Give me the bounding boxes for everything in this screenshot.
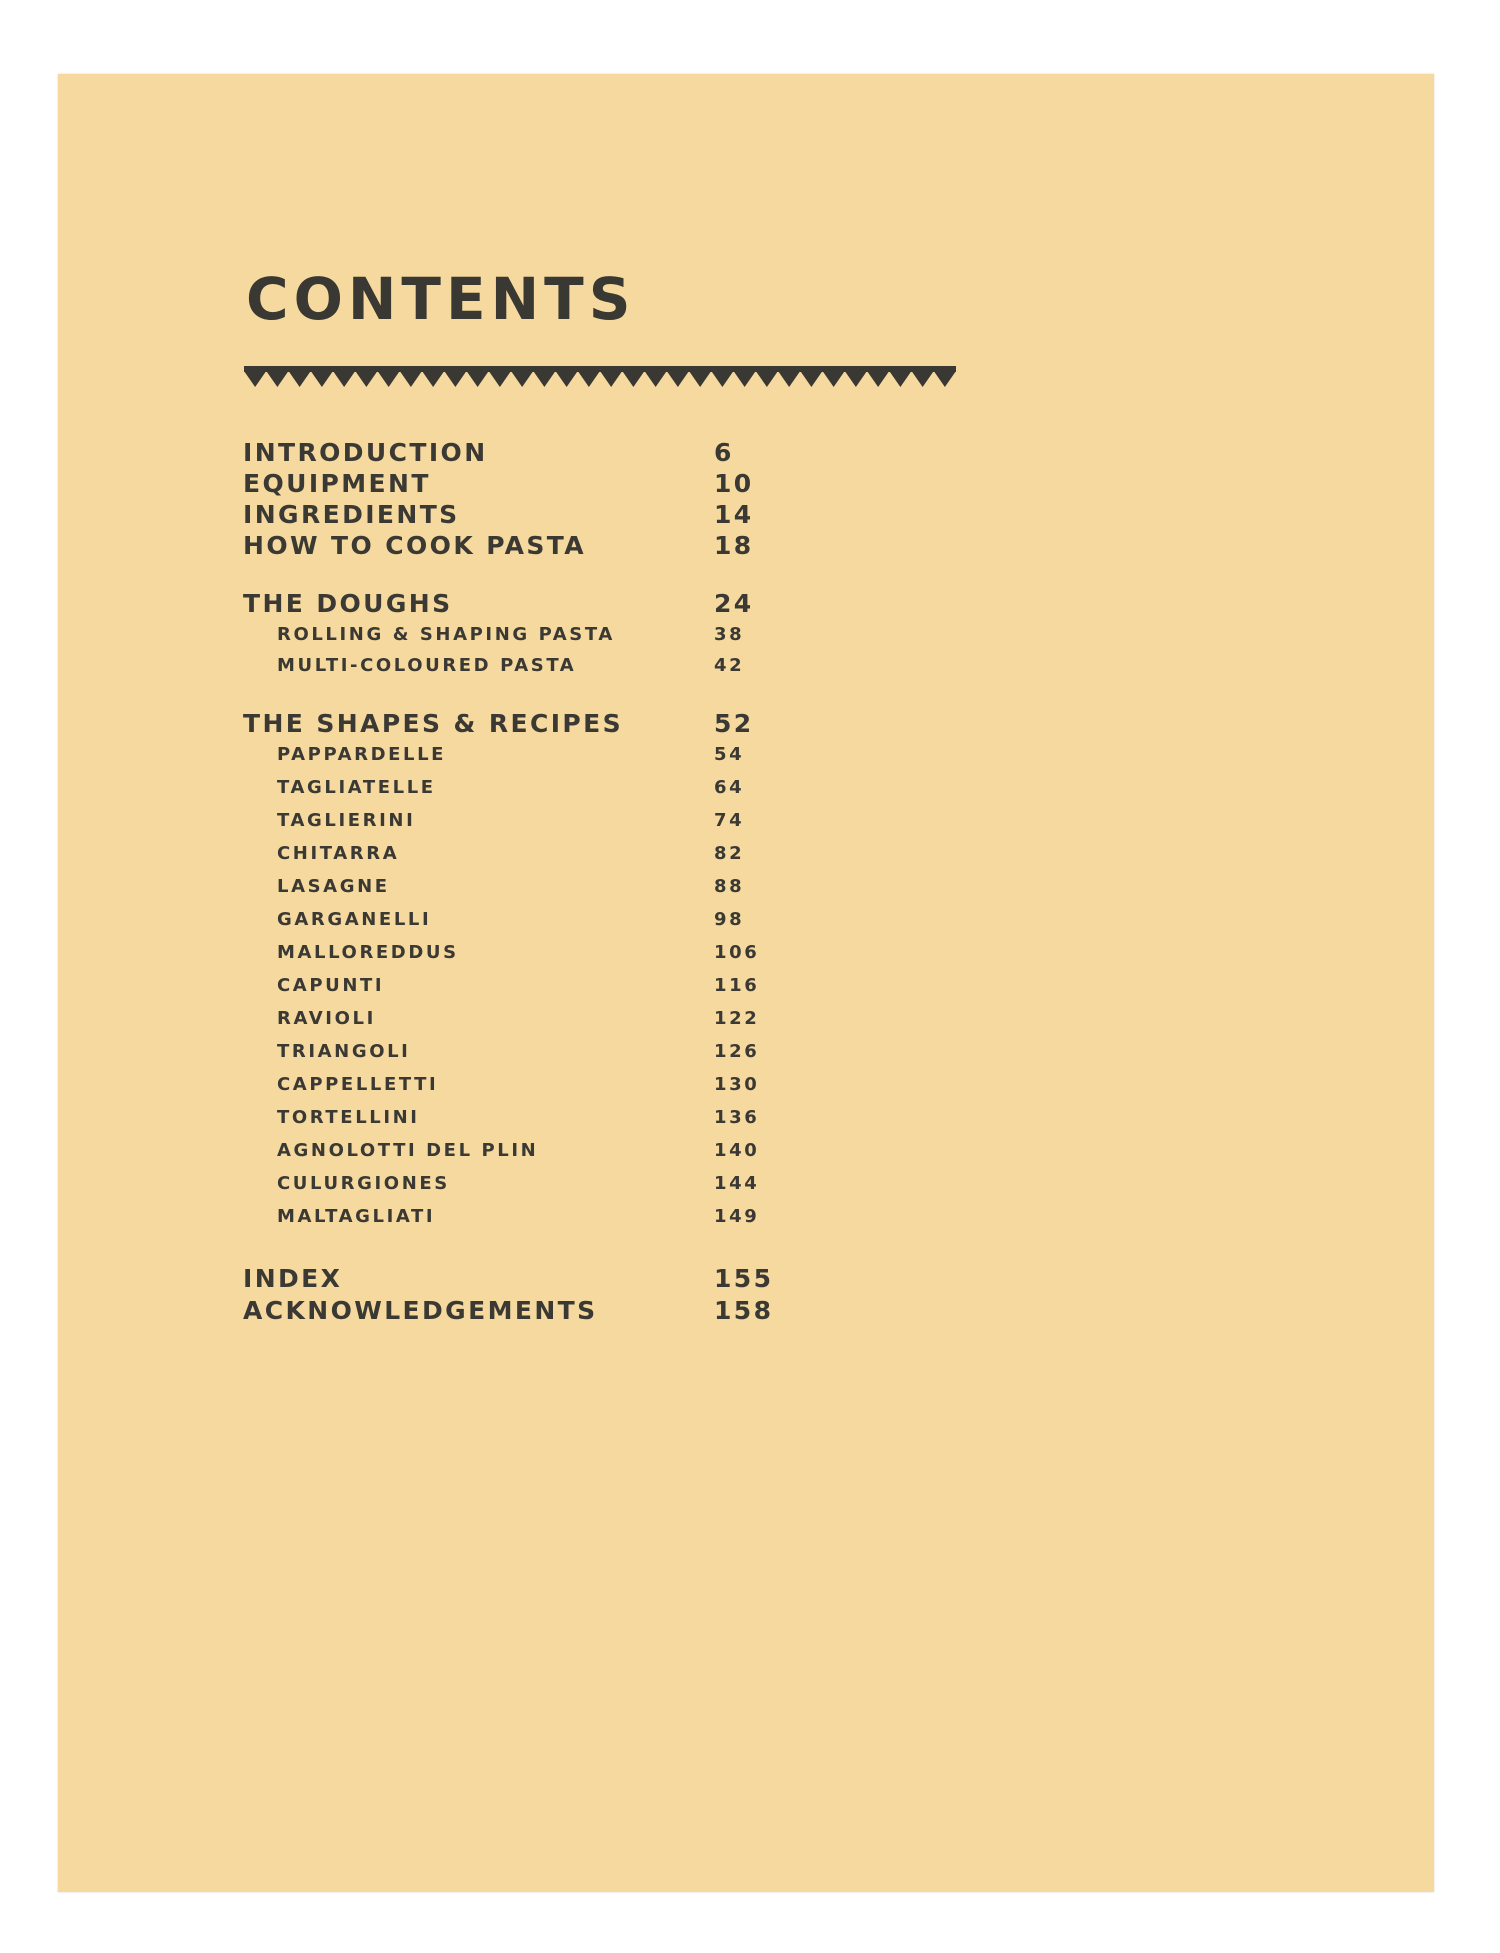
toc-subentry <box>0 744 1500 768</box>
toc-entry <box>0 500 1500 530</box>
toc-entry-page-number: 155 <box>714 1264 774 1293</box>
toc-entry-label: CHITARRA <box>277 843 400 864</box>
toc-entry-page-number: 126 <box>714 1041 760 1062</box>
toc-entry <box>0 438 1500 468</box>
toc-subentry <box>0 1008 1500 1032</box>
toc-entry-label: TAGLIATELLE <box>277 777 436 798</box>
toc-entry-page-number: 38 <box>714 624 745 645</box>
toc-entry-page-number: 10 <box>714 469 754 498</box>
toc-entry-label: GARGANELLI <box>277 909 432 930</box>
toc-entry <box>0 531 1500 561</box>
toc-entry-page-number: 158 <box>714 1296 774 1325</box>
toc-entry-label: INGREDIENTS <box>243 500 460 529</box>
toc-entry-page-number: 88 <box>714 876 745 897</box>
toc-entry-page-number: 82 <box>714 843 745 864</box>
toc-subentry <box>0 777 1500 801</box>
toc-entry-label: LASAGNE <box>277 876 390 897</box>
toc-entry-page-number: 18 <box>714 531 754 560</box>
toc-entry-page-number: 14 <box>714 500 754 529</box>
toc-subentry <box>0 975 1500 999</box>
toc-entry-page-number: 122 <box>714 1008 760 1029</box>
toc-entry-label: INDEX <box>243 1264 343 1293</box>
toc-entry-label: RAVIOLI <box>277 1008 376 1029</box>
toc-entry-label: MALLOREDDUS <box>277 942 459 963</box>
toc-entry <box>0 589 1500 619</box>
toc-entry-page-number: 42 <box>714 655 745 676</box>
toc-entry <box>0 469 1500 499</box>
toc-entry-label: ROLLING & SHAPING PASTA <box>277 624 615 645</box>
toc-subentry <box>0 1074 1500 1098</box>
toc-entry-label: TRIANGOLI <box>277 1041 411 1062</box>
toc-subentry <box>0 942 1500 966</box>
toc-entry-label: PAPPARDELLE <box>277 744 447 765</box>
toc-subentry <box>0 1140 1500 1164</box>
toc-entry-page-number: 116 <box>714 975 760 996</box>
toc-entry-label: HOW TO COOK PASTA <box>243 531 587 560</box>
toc-subentry <box>0 1173 1500 1197</box>
toc-entry <box>0 1296 1500 1326</box>
toc-entry-page-number: 64 <box>714 777 745 798</box>
toc-entry-label: THE DOUGHS <box>243 589 453 618</box>
toc-entry-page-number: 98 <box>714 909 745 930</box>
toc-entry-label: ACKNOWLEDGEMENTS <box>243 1296 598 1325</box>
toc-subentry <box>0 624 1500 648</box>
toc-entry-page-number: 106 <box>714 942 760 963</box>
toc-entry-label: EQUIPMENT <box>243 469 431 498</box>
toc-subentry <box>0 909 1500 933</box>
toc-entry-page-number: 130 <box>714 1074 760 1095</box>
toc-subentry <box>0 1206 1500 1230</box>
toc-entry-page-number: 24 <box>714 589 754 618</box>
toc-entry-label: TORTELLINI <box>277 1107 420 1128</box>
toc-entry-page-number: 54 <box>714 744 745 765</box>
toc-subentry <box>0 876 1500 900</box>
toc-entry-label: AGNOLOTTI DEL PLIN <box>277 1140 539 1161</box>
toc-subentry <box>0 810 1500 834</box>
toc-entry <box>0 1264 1500 1294</box>
toc-subentry <box>0 655 1500 679</box>
toc-entry-label: TAGLIERINI <box>277 810 416 831</box>
toc-entry-page-number: 140 <box>714 1140 760 1161</box>
toc-subentry <box>0 843 1500 867</box>
toc-entry-page-number: 74 <box>714 810 745 831</box>
toc-entry-label: CULURGIONES <box>277 1173 450 1194</box>
toc-entry-page-number: 6 <box>714 438 734 467</box>
toc-entry-label: MULTI-COLOURED PASTA <box>277 655 577 676</box>
toc-entry-label: INTRODUCTION <box>243 438 488 467</box>
toc-entry-label: CAPUNTI <box>277 975 385 996</box>
toc-entry-label: CAPPELLETTI <box>277 1074 439 1095</box>
toc-entry-page-number: 144 <box>714 1173 760 1194</box>
toc-entry-page-number: 136 <box>714 1107 760 1128</box>
page-title: CONTENTS <box>246 265 636 333</box>
toc-entry-page-number: 149 <box>714 1206 760 1227</box>
toc-entry-label: MALTAGLIATI <box>277 1206 436 1227</box>
toc-entry-label: THE SHAPES & RECIPES <box>243 709 624 738</box>
toc-subentry <box>0 1107 1500 1131</box>
toc-entry-page-number: 52 <box>714 709 754 738</box>
toc-subentry <box>0 1041 1500 1065</box>
toc-entry <box>0 709 1500 739</box>
